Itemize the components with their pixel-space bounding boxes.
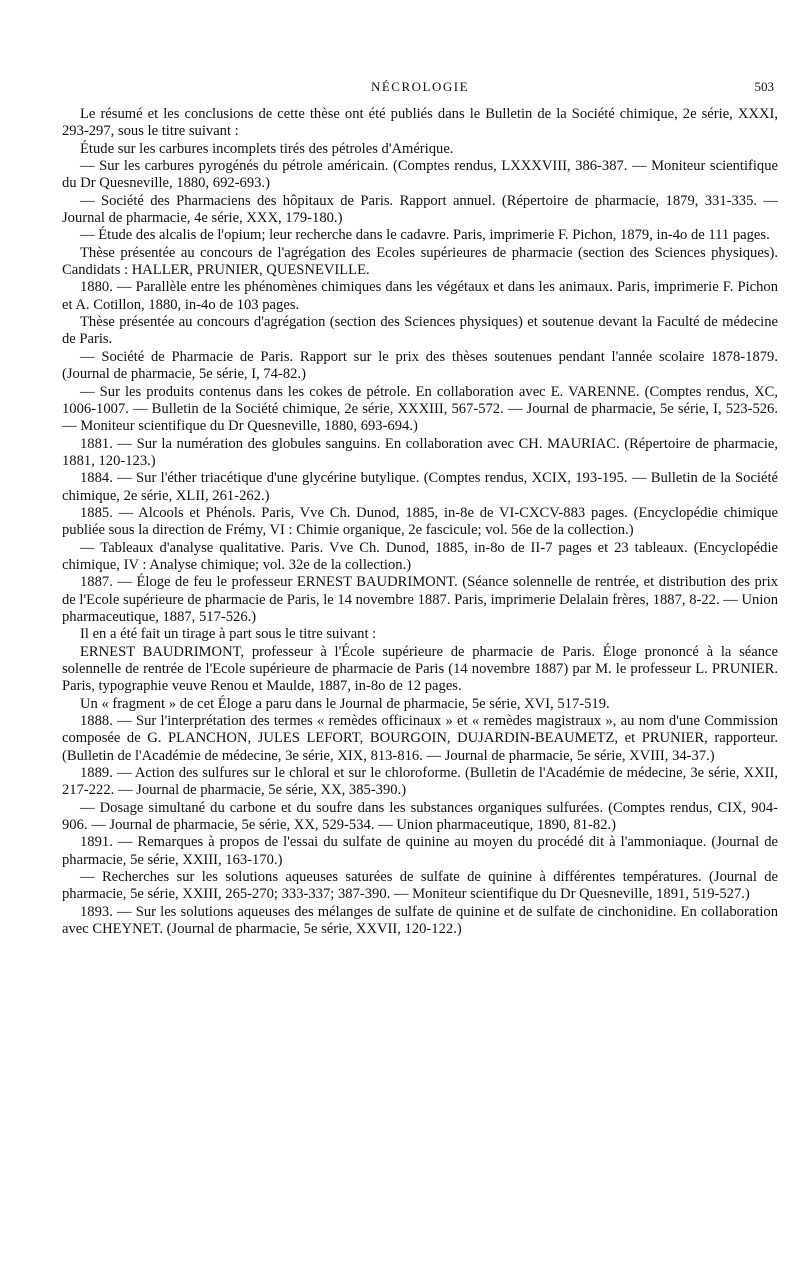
paragraph: Le résumé et les conclusions de cette thèse ont été publiés dans le Bulletin de la Société chimique, 2e série, XXXI, 293-297, sous le titre suivant : <box>62 106 778 140</box>
paragraph: 1885. — Alcools et Phénols. Paris, Vve Ch. Dunod, 1885, in-8e de VI-CXCV-883 pages. (Encyclopédie chimique publiée sous la direction de Frémy, VI : Chimie organique, 2e fascicule; vol. 56e de la collection.) <box>62 504 778 539</box>
paragraph: — Sur les carbures pyrogénés du pétrole américain. (Comptes rendus, LXXXVIII, 386-387. — Moniteur scientifique du Dr Quesneville, 1880, 692-693.) <box>62 158 778 192</box>
paragraph: Thèse présentée au concours de l'agrégation des Ecoles supérieures de pharmacie (section des Sciences physiques). Candidats : HALLER, PRUNIER, QUESNEVILLE. <box>62 244 778 279</box>
paragraph: — Société des Pharmaciens des hôpitaux de Paris. Rapport annuel. (Répertoire de pharmacie, 1879, 331-335. — Journal de pharmacie, 4e série, XXX, 179-180.) <box>62 192 778 227</box>
page-title: NÉCROLOGIE <box>370 79 470 94</box>
running-header <box>62 78 778 98</box>
paragraph: 1880. — Parallèle entre les phénomènes chimiques dans les végétaux et dans les animaux. Paris, imprimerie F. Pichon et A. Cotillon, 1880, in-4o de 103 pages. <box>62 279 778 313</box>
paragraph: — Dosage simultané du carbone et du soufre dans les substances organiques sulfurées. (Comptes rendus, CIX, 904-906. — Journal de pharmacie, 5e série, XX, 529-534. — Union pharmaceutique, 1890, 81-82.) <box>62 799 778 834</box>
document-body <box>62 106 778 939</box>
paragraph: 1888. — Sur l'interprétation des termes « remèdes officinaux » et « remèdes magistraux », au nom d'une Commission composée de G. PLANCHON, JULES LEFORT, BOURGOIN, DUJARDIN-BEAUMETZ, et PRUNIER, rapporteur. (Bulletin de l'Académie de médecine, 3e série, XIX, 813-816. — Journal de pharmacie, 5e série, XVIII, 34-37.) <box>62 713 778 764</box>
paragraph: Étude sur les carbures incomplets tirés des pétroles d'Amérique. <box>80 140 454 157</box>
paragraph: — Société de Pharmacie de Paris. Rapport sur le prix des thèses soutenues pendant l'année scolaire 1878-1879. (Journal de pharmacie, 5e série, I, 74-82.) <box>62 348 778 383</box>
page-number: 503 <box>754 79 774 94</box>
paragraph: 1889. — Action des sulfures sur le chloral et sur le chloroforme. (Bulletin de l'Académie de médecine, 3e série, XXII, 217-222. — Journal de pharmacie, 5e série, XX, 385-390.) <box>62 765 778 799</box>
paragraph: — Sur les produits contenus dans les cokes de pétrole. En collaboration avec E. VARENNE. (Comptes rendus, XC, 1006-1007. — Bulletin de la Société chimique, 2e série, XXXIII, 567-572. — Journal de pharmacie, 5e série, I, 523-526. — Moniteur scientifique du Dr Quesneville, 1880, 693-694.) <box>62 383 778 435</box>
paragraph: — Étude des alcalis de l'opium; leur recherche dans le cadavre. Paris, imprimerie F. Pichon, 1879, in-4o de 111 pages. <box>80 227 770 244</box>
paragraph: Thèse présentée au concours d'agrégation (section des Sciences physiques) et soutenue devant la Faculté de médecine de Paris. <box>62 314 778 348</box>
paragraph: ERNEST BAUDRIMONT, professeur à l'École supérieure de pharmacie de Paris. Éloge prononcé à la séance solennelle de rentrée de l'Ecole supérieure de pharmacie de Paris (14 novembre 1887) par M. le professeur L. PRUNIER. Paris, typographie veuve Renou et Maulde, 1887, in-8o de 12 pages. <box>62 643 778 695</box>
paragraph: 1884. — Sur l'éther triacétique d'une glycérine butylique. (Comptes rendus, XCIX, 193-195. — Bulletin de la Société chimique, 2e série, XLII, 261-262.) <box>62 470 778 504</box>
paragraph: — Tableaux d'analyse qualitative. Paris. Vve Ch. Dunod, 1885, in-8o de II-7 pages et 23 tableaux. (Encyclopédie chimique, IV : Analyse chimique; vol. 32e de la collection.) <box>62 539 778 573</box>
paragraph: 1887. — Éloge de feu le professeur ERNEST BAUDRIMONT. (Séance solennelle de rentrée, et distribution des prix de l'Ecole supérieure de pharmacie de Paris, le 14 novembre 1887. Paris, imprimerie Delalain frères, 1887, 8-22. — Union pharmaceutique, 1887, 517-526.) <box>62 574 778 625</box>
paragraph: — Recherches sur les solutions aqueuses saturées de sulfate de quinine à différentes températures. (Journal de pharmacie, 5e série, XXIII, 265-270; 333-337; 387-390. — Moniteur scientifique du Dr Quesneville, 1891, 519-527.) <box>62 869 778 903</box>
paragraph: Il en a été fait un tirage à part sous le titre suivant : <box>80 626 377 643</box>
paragraph: 1893. — Sur les solutions aqueuses des mélanges de sulfate de quinine et de sulfate de cinchonidine. En collaboration avec CHEYNET. (Journal de pharmacie, 5e série, XXVII, 120-122.) <box>62 903 778 938</box>
paragraph: Un « fragment » de cet Éloge a paru dans le Journal de pharmacie, 5e série, XVI, 517-519. <box>80 695 610 712</box>
paragraph: 1881. — Sur la numération des globules sanguins. En collaboration avec CH. MAURIAC. (Répertoire de pharmacie, 1881, 120-123.) <box>62 435 778 469</box>
paragraph: 1891. — Remarques à propos de l'essai du sulfate de quinine au moyen du procédé dit à l'ammoniaque. (Journal de pharmacie, 5e série, XXIII, 163-170.) <box>62 834 778 868</box>
